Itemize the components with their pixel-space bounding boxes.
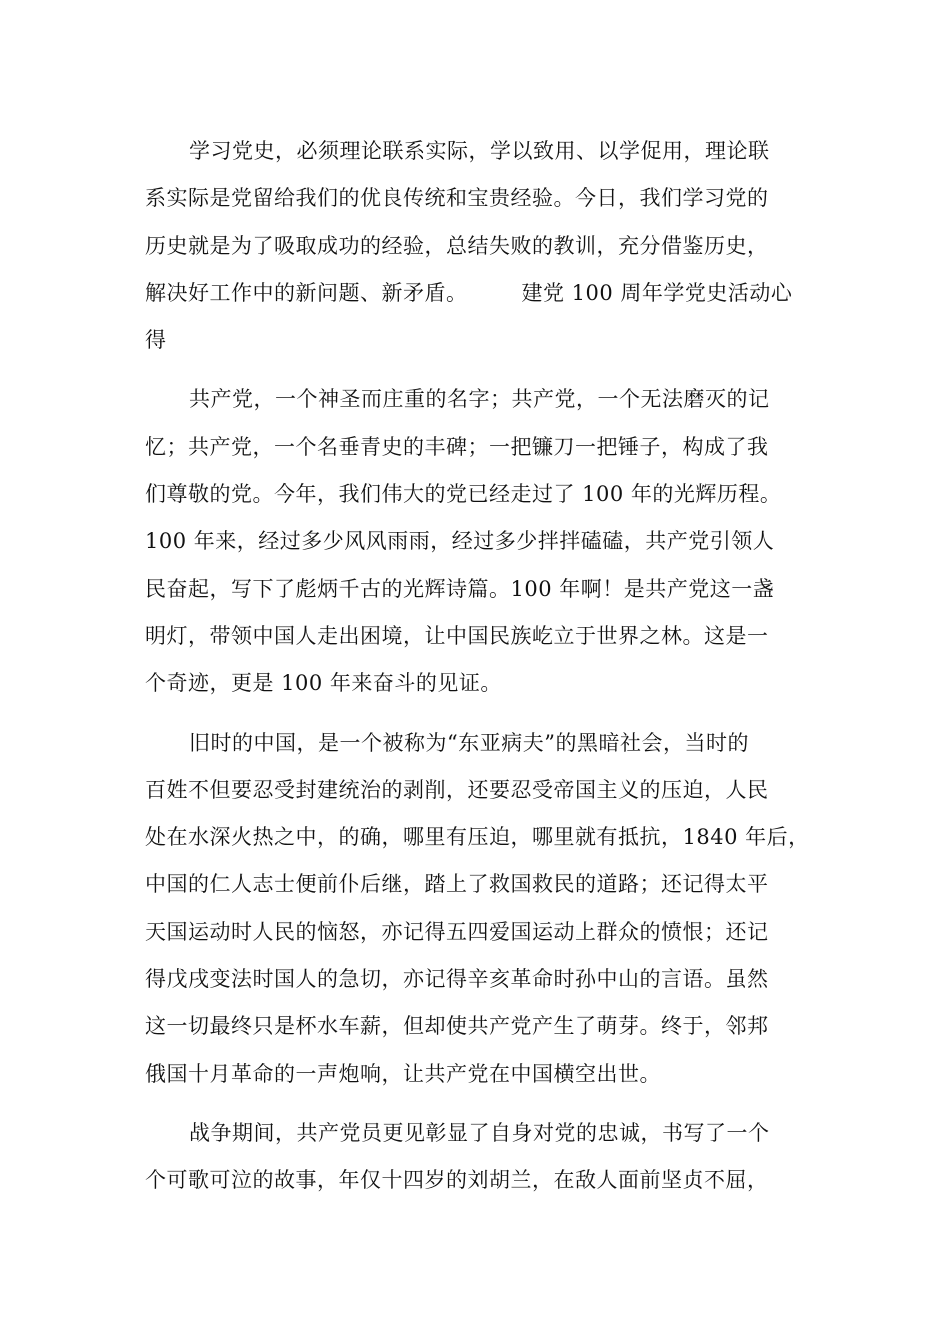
text-line: 们尊敬的党。今年，我们伟大的党已经走过了 100 年的光辉历程。 (145, 482, 782, 507)
text-line: 得 (145, 328, 167, 353)
text-line: 个可歌可泣的故事，年仅十四岁的刘胡兰，在敌人面前坚贞不屈， (145, 1168, 769, 1193)
text-line: 得戊戌变法时国人的急切，亦记得辛亥革命时孙中山的言语。虽然 (145, 967, 769, 992)
text-line: 百姓不但要忍受封建统治的剥削，还要忍受帝国主义的压迫，人民 (145, 777, 769, 802)
text-line: 这一切最终只是杯水车薪，但却使共产党产生了萌芽。终于，邻邦 (145, 1014, 769, 1039)
text-line: 处在水深火热之中，的确，哪里有压迫，哪里就有抵抗，1840 年后， (145, 825, 810, 850)
text-line: 民奋起，写下了彪炳千古的光辉诗篇。100 年啊！是共产党这一盏 (145, 576, 775, 601)
paragraph-2 (145, 376, 825, 707)
paragraph-3 (145, 720, 825, 1098)
text-line: 历史就是为了吸取成功的经验，总结失败的教训，充分借鉴历史， (145, 233, 769, 258)
text-line: 个奇迹，更是 100 年来奋斗的见证。 (145, 671, 502, 696)
text-line: 系实际是党留给我们的优良传统和宝贵经验。今日，我们学习党的 (145, 186, 769, 211)
text-line: 共产党，一个神圣而庄重的名字；共产党，一个无法磨灭的记 (189, 387, 770, 412)
text-line: 天国运动时人民的恼怒，亦记得五四爱国运动上群众的愤恨；还记 (145, 919, 769, 944)
text-line: 俄国十月革命的一声炮响，让共产党在中国横空出世。 (145, 1061, 661, 1086)
text-line: 中国的仁人志士便前仆后继，踏上了救国救民的道路；还记得太平 (145, 872, 769, 897)
text-line: 明灯，带领中国人走出困境，让中国民族屹立于世界之林。这是一 (145, 623, 769, 648)
text-line: 解决好工作中的新问题、新矛盾。 建党 100 周年学党史活动心 (145, 280, 793, 305)
text-line: 旧时的中国，是一个被称为“东亚病夫”的黑暗社会，当时的 (189, 730, 749, 755)
text-line: 战争期间，共产党员更见彰显了自身对党的忠诚，书写了一个 (189, 1120, 770, 1145)
document-body (145, 128, 825, 1205)
text-line: 忆；共产党，一个名垂青史的丰碑；一把镰刀一把锤子，构成了我 (145, 434, 769, 459)
paragraph-4 (145, 1110, 825, 1205)
text-line: 学习党史，必须理论联系实际，学以致用、以学促用，理论联 (189, 139, 770, 163)
paragraph-1 (145, 128, 825, 364)
text-line: 100 年来，经过多少风风雨雨，经过多少拌拌磕磕，共产党引领人 (145, 529, 775, 554)
